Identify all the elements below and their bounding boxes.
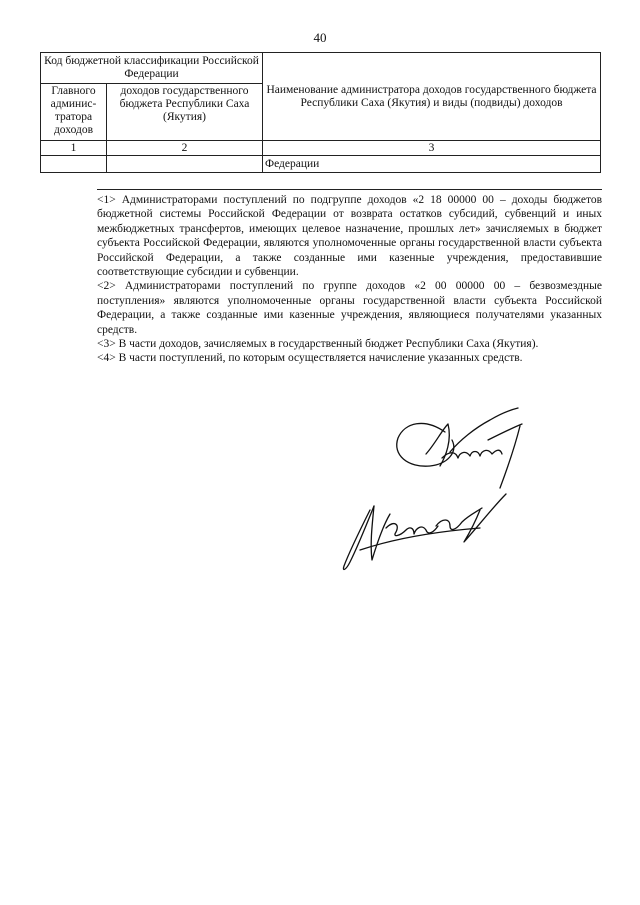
footnote-1: <1> Администраторами поступлений по подгруппе доходов «2 18 00000 00 – доходы бюджетов бюджетной системы Российской Федерации от возврата остатков субсидий, субвенций и иных межбюджетных трансфертов, имеющих целевое назначение, прошлых лет» зачисляемых в бюджет субъекта Российской Федерации, являются уполномоченные органы государственной власти субъекта Российской Федерации, а также созданные ими казенные учреждения, предоставившие соответствующие субсидии и субвенции. (97, 194, 602, 279)
table-row (41, 156, 601, 173)
header-budget-code: Код бюджетной классификации Российской Федерации (41, 53, 263, 84)
table-cell-admin (41, 156, 107, 173)
budget-classification-table (40, 52, 601, 173)
column-number-2: 2 (107, 141, 263, 156)
footnotes (97, 193, 602, 366)
footnote-divider (97, 189, 602, 190)
page-number: 40 (313, 30, 327, 45)
column-number-3: 3 (263, 141, 601, 156)
footnote-4: <4> В части поступлений, по которым осуществляется начисление указанных средств. (97, 352, 523, 365)
column-number-1: 1 (41, 141, 107, 156)
subheader-budget-income: доходов государственного бюджета Республики Саха (Якутия) (107, 84, 263, 141)
subheader-chief-administrator: Главного админис-тратора доходов (41, 84, 107, 141)
footnote-3: <3> В части доходов, зачисляемых в государственный бюджет Республики Саха (Якутия). (97, 338, 539, 351)
header-administrator-name: Наименование администратора доходов государственного бюджета Республики Саха (Якутия) и виды (подвиды) доходов (263, 53, 601, 141)
footnote-2: <2> Администраторами поступлений по группе доходов «2 00 00000 00 – безвозмездные поступления» являются уполномоченные органы государственной власти субъекта Российской Федерации, а также созданные ими казенные учреждения, являющиеся получателями указанных средств. (97, 280, 602, 336)
handwritten-signature (330, 400, 560, 590)
table-cell-name: Федерации (263, 156, 601, 173)
table-cell-income (107, 156, 263, 173)
